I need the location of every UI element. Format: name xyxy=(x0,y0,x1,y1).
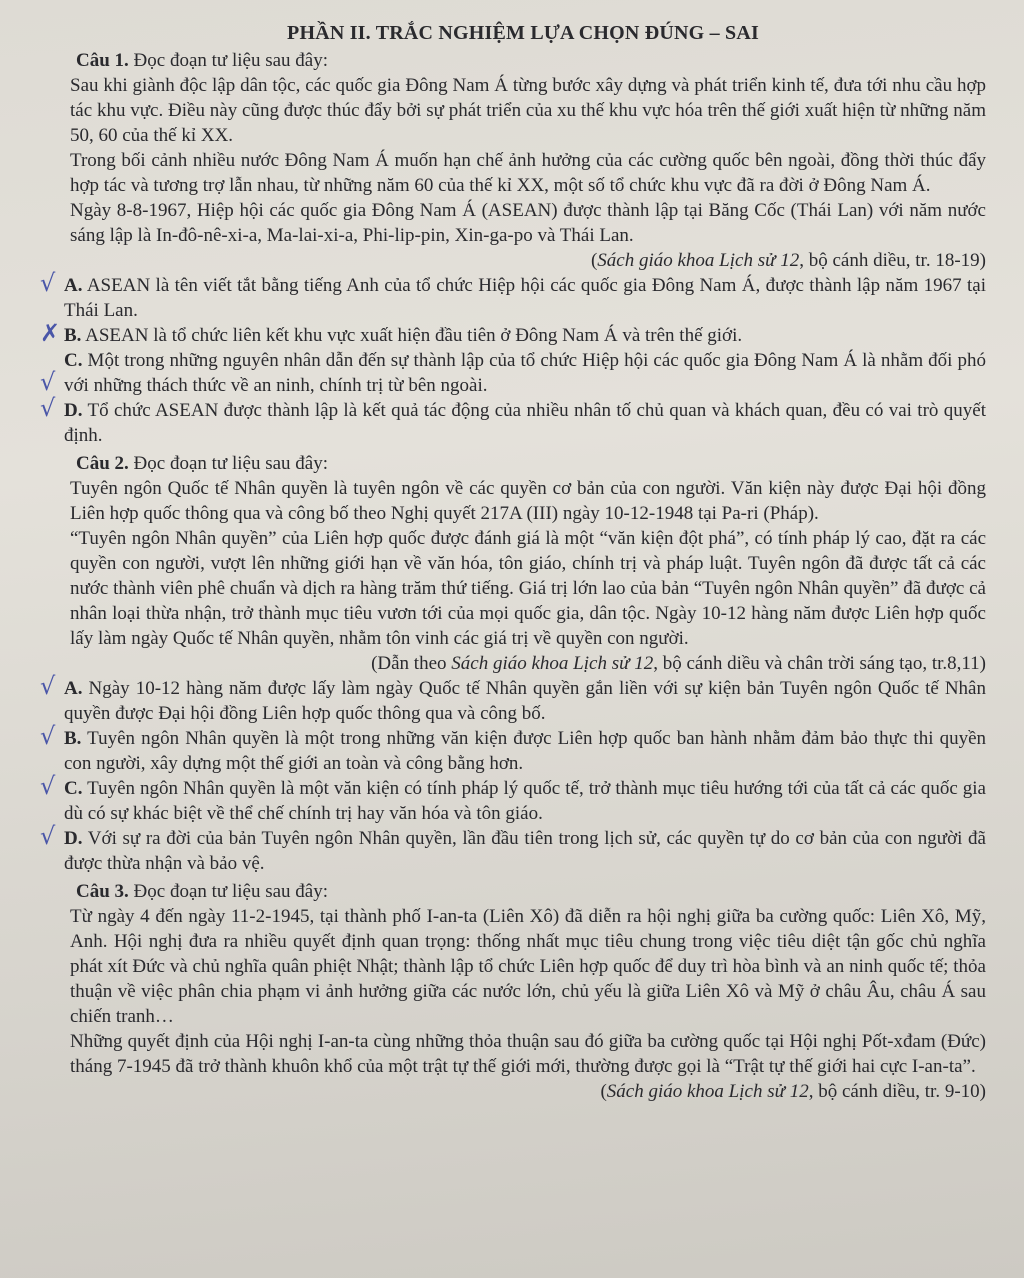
option-letter: C. xyxy=(64,778,83,799)
question-1-header xyxy=(76,48,986,73)
question-2-option-d xyxy=(40,822,986,876)
question-2-option-b xyxy=(40,722,986,776)
option-letter: C. xyxy=(64,350,83,371)
option-letter: D. xyxy=(64,400,83,421)
cross-mark-icon: ✗ xyxy=(40,319,61,347)
question-3-paragraph-1: Từ ngày 4 đến ngày 11-2-1945, tại thành phố I-an-ta (Liên Xô) đã diễn ra hội nghị giữa ba cường quốc: Liên Xô, Mỹ, Anh. Hội nghị đưa ra nhiều quyết định quan trọng: thống nhất mục tiêu chung trong việc tiêu diệt tận gốc chủ nghĩa phát xít Đức và chủ nghĩa quân phiệt Nhật; thành lập tổ chức Liên hợp quốc để duy trì hòa bình và an ninh quốc tế; thỏa thuận về việc phân chia phạm vi ảnh hưởng giữa các nước lớn, chủ yếu là giữa Liên Xô và Mỹ ở châu Âu, châu Á sau chiến tranh… xyxy=(70,906,986,1027)
question-3-source: (Sách giáo khoa Lịch sử 12, bộ cánh diều, tr. 9-10) xyxy=(600,1081,986,1102)
option-text: Một trong những nguyên nhân dẫn đến sự thành lập của tổ chức Hiệp hội các quốc gia Đông Nam Á là nhằm đối phó với những thách thức về an ninh, chính trị từ bên ngoài. xyxy=(64,350,986,396)
question-2-header xyxy=(76,451,986,476)
option-text: ASEAN là tổ chức liên kết khu vực xuất hiện đầu tiên ở Đông Nam Á và trên thế giới. xyxy=(81,325,743,346)
question-2-paragraph-1: Tuyên ngôn Quốc tế Nhân quyền là tuyên ngôn về các quyền cơ bản của con người. Văn kiện này được Đại hội đồng Liên hợp quốc thông qua và công bố theo Nghị quyết 217A (III) ngày 10-12-1948 tại Pa-ri (Pháp). xyxy=(70,478,986,524)
option-letter: D. xyxy=(64,828,83,849)
question-1-paragraph-2: Trong bối cảnh nhiều nước Đông Nam Á muốn hạn chế ảnh hưởng của các cường quốc bên ngoài, đồng thời thúc đẩy hợp tác và tương trợ lẫn nhau, từ những năm 60 của thế kỉ XX, một số tổ chức khu vực đã ra đời ở Đông Nam Á. xyxy=(70,150,986,196)
option-text: Với sự ra đời của bản Tuyên ngôn Nhân quyền, lần đầu tiên trong lịch sử, các quyền tự do cơ bản của con người đã được thừa nhận và bảo vệ. xyxy=(64,828,986,874)
check-mark-icon: √ xyxy=(40,672,56,700)
question-1-paragraph-3: Ngày 8-8-1967, Hiệp hội các quốc gia Đông Nam Á (ASEAN) được thành lập tại Băng Cốc (Thái Lan) với năm nước sáng lập là In-đô-nê-xi-a, Ma-lai-xi-a, Phi-lip-pin, Xin-ga-po và Thái Lan. xyxy=(70,200,986,246)
check-mark-icon: √ xyxy=(40,822,56,850)
question-2-paragraph-2: “Tuyên ngôn Nhân quyền” của Liên hợp quốc được đánh giá là một “văn kiện đột phá”, có tính pháp lý cao, đặt ra các quyền con người, vượt lên những giới hạn về văn hóa, tôn giáo, chính trị và pháp luật. Tuyên ngôn đã được tất cả các nước thành viên phê chuẩn và dịch ra hàng trăm thứ tiếng. Giá trị lớn lao của bản “Tuyên ngôn Nhân quyền” đã được cả nhân loại thừa nhận, trở thành mục tiêu vươn tới của mọi quốc gia, dân tộc. Ngày 10-12 hàng năm được Liên hợp quốc lấy làm ngày Quốc tế Nhân quyền, nhằm tôn vinh các giá trị về quyền con người. xyxy=(70,528,986,649)
question-3-paragraph-2: Những quyết định của Hội nghị I-an-ta cùng những thỏa thuận sau đó giữa ba cường quốc tại Hội nghị Pốt-xđam (Đức) tháng 7-1945 đã trở thành khuôn khổ của một trật tự thế giới mới, thường được gọi là “Trật tự thế giới hai cực I-an-ta”. xyxy=(70,1031,986,1077)
question-2-option-a xyxy=(40,672,986,726)
option-text: ASEAN là tên viết tắt bằng tiếng Anh của tổ chức Hiệp hội các quốc gia Đông Nam Á, được thành lập năm 1967 tại Thái Lan. xyxy=(64,275,986,321)
question-2-option-c xyxy=(40,772,986,826)
question-3-header xyxy=(76,879,986,904)
question-2-prompt: Đọc đoạn tư liệu sau đây: xyxy=(128,453,328,474)
question-3-label: Câu 3. xyxy=(76,881,129,902)
question-1-paragraph-1: Sau khi giành độc lập dân tộc, các quốc gia Đông Nam Á từng bước xây dựng và phát triển kinh tế, đưa tới nhu cầu hợp tác khu vực. Điều này cũng được thúc đẩy bởi sự phát triển của xu thế khu vực hóa trên thế giới xuất hiện từ những năm 50, 60 của thế kỉ XX. xyxy=(70,75,986,146)
question-1-option-d xyxy=(40,394,986,448)
check-mark-icon: √ xyxy=(40,722,56,750)
question-2-source: (Dẫn theo Sách giáo khoa Lịch sử 12, bộ cánh diều và chân trời sáng tạo, tr.8,11) xyxy=(371,653,986,674)
check-mark-icon: √ xyxy=(40,772,56,800)
question-1-source: (Sách giáo khoa Lịch sử 12, bộ cánh diều, tr. 18-19) xyxy=(590,250,986,271)
option-letter: B. xyxy=(64,325,82,346)
question-1 xyxy=(40,48,986,448)
question-2-label: Câu 2. xyxy=(76,453,129,474)
option-text: Ngày 10-12 hàng năm được lấy làm ngày Quốc tế Nhân quyền gắn liền với sự kiện bản Tuyên ngôn Quốc tế Nhân quyền được Đại hội đồng Liên hợp quốc thông qua và công bố. xyxy=(64,678,986,724)
question-2 xyxy=(40,451,986,876)
check-mark-icon: √ xyxy=(40,368,56,396)
option-text: Tuyên ngôn Nhân quyền là một văn kiện có tính pháp lý quốc tế, trở thành mục tiêu hướng tới của tất cả các quốc gia dù có sự khác biệt về thể chế chính trị hay văn hóa và tôn giáo. xyxy=(64,778,986,824)
question-1-label: Câu 1. xyxy=(76,50,129,71)
question-1-prompt: Đọc đoạn tư liệu sau đây: xyxy=(128,50,328,71)
section-title: PHẦN II. TRẮC NGHIỆM LỰA CHỌN ĐÚNG – SAI xyxy=(287,22,759,44)
option-text: Tuyên ngôn Nhân quyền là một trong những văn kiện được Liên hợp quốc ban hành nhằm đảm bảo thực thi quyền con người, xây dựng một thế giới an toàn và công bằng hơn. xyxy=(64,728,986,774)
option-letter: A. xyxy=(64,678,83,699)
option-text: Tổ chức ASEAN được thành lập là kết quả tác động của nhiều nhân tố chủ quan và khách quan, đều có vai trò quyết định. xyxy=(64,400,986,446)
question-3-prompt: Đọc đoạn tư liệu sau đây: xyxy=(128,881,328,902)
option-letter: B. xyxy=(64,728,82,749)
question-1-option-c xyxy=(40,348,986,398)
check-mark-icon: √ xyxy=(40,269,56,297)
option-letter: A. xyxy=(64,275,83,296)
question-3 xyxy=(60,879,986,1104)
question-1-option-a xyxy=(40,269,986,323)
question-1-option-b xyxy=(40,319,986,348)
check-mark-icon: √ xyxy=(40,394,56,422)
